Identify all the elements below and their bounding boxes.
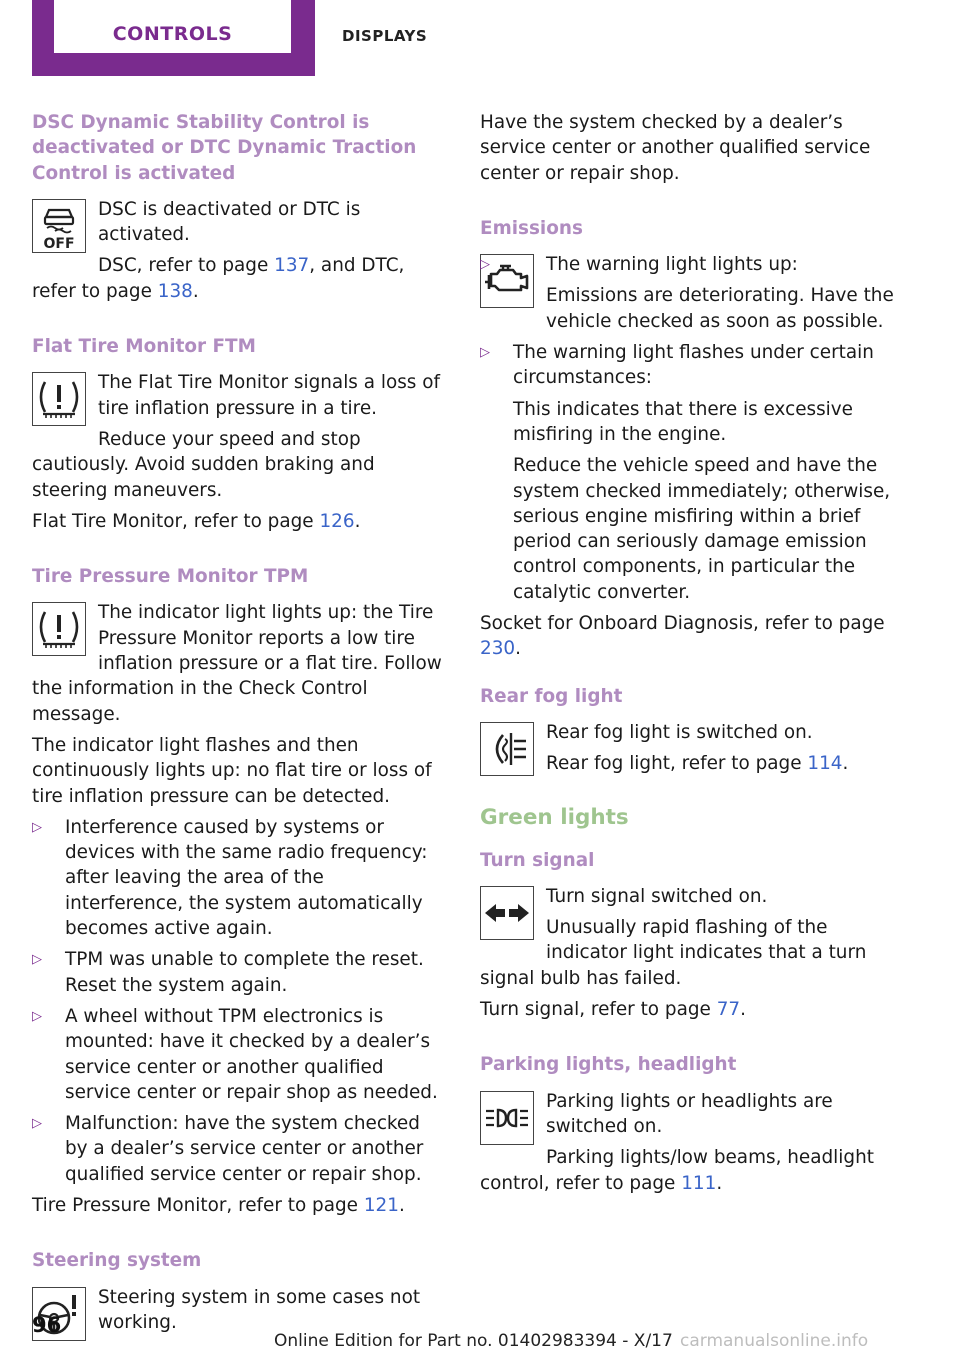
steering-text-1: Steering system in some cases not working. [98, 1286, 421, 1333]
triangle-bullet-icon: ▷ [32, 1116, 42, 1132]
triangle-bullet-icon: ▷ [32, 1008, 42, 1024]
dsc-text-1: DSC is deactivated or DTC is activated. [98, 198, 361, 246]
page-ref-link[interactable]: 126 [319, 510, 355, 532]
turn-text-1: Turn signal switched on. [546, 885, 768, 907]
steering-heading: Steering system [32, 1250, 202, 1272]
watermark: carmanualsonline.info [680, 1331, 869, 1351]
ftm-heading: Flat Tire Monitor FTM [32, 336, 256, 358]
parking-lights-icon [480, 1091, 534, 1145]
steering-continued-text: Have the system checked by a dealer’s service center or another qualified service center or repair shop. [480, 112, 871, 184]
left-column [32, 110, 446, 1345]
page-ref-link[interactable]: 111 [681, 1172, 717, 1194]
triangle-bullet-icon: ▷ [32, 819, 42, 835]
page-ref-link[interactable]: 230 [480, 638, 516, 660]
turn-text-2: Unusually rapid flashing of the indicator light indicates that a turn signal bulb has failed. [480, 917, 867, 989]
edition-text: Online Edition for Part no. 01402983394 - X/17 [274, 1331, 673, 1351]
tpm-text-3: Tire Pressure Monitor, refer to page 121. [32, 1194, 405, 1216]
ftm-text-2: Reduce your speed and stop cautiously. Avoid sudden braking and steering maneuvers. [32, 428, 375, 501]
chapter-tabs [32, 0, 427, 76]
parking-heading: Parking lights, headlight [480, 1054, 737, 1076]
turn-signal-icon [480, 886, 534, 940]
fog-heading: Rear fog light [480, 685, 623, 707]
tpm-text-2: The indicator light flashes and then continuously lights up: no flat tire or loss of tire inflation pressure can be detected. [32, 734, 432, 807]
list-item: ▷ A wheel without TPM electronics is mounted: have it checked by a dealer’s service center or another qualified service center or repair shop as needed. [32, 1005, 438, 1103]
tpm-bullet-list [32, 815, 446, 1187]
list-item: ▷ The warning light lights up: Emissions are deteriorating. Have the vehicle checked as soon as possible. [480, 254, 894, 332]
dsc-heading: DSC Dynamic Stability Control is deactivated or DTC Dynamic Traction Control is activated [32, 112, 417, 184]
triangle-bullet-icon: ▷ [480, 257, 490, 273]
right-column [480, 110, 894, 1202]
page-ref-link[interactable]: 137 [274, 255, 310, 277]
emissions-bullet-list [480, 252, 894, 334]
list-item: ▷ The warning light flashes under certain circumstances: This indicates that there is excessive misfiring in the engine. Reduce the vehicle speed and have the system checked immediately; otherwise, serious engine misfiring within a brief period can seriously damage emission control components, in particular the catalytic converter. [480, 342, 891, 603]
rear-fog-icon [480, 722, 534, 776]
parking-text-2: Parking lights/low beams, headlight control, refer to page 111. [480, 1147, 874, 1194]
fog-text-2: Rear fog light, refer to page 114. [546, 753, 849, 775]
obd-text: Socket for Onboard Diagnosis, refer to page 230. [480, 613, 885, 660]
tpm-heading: Tire Pressure Monitor TPM [32, 566, 309, 588]
tpm-text-1: The indicator light lights up: the Tire Pressure Monitor reports a low tire inflation pressure or a flat tire. Follow the information in the Check Control message. [32, 602, 442, 725]
list-item: ▷ Malfunction: have the system checked by a dealer’s service center or another qualified service center or repair shop. [32, 1113, 424, 1185]
turn-text-3: Turn signal, refer to page 77. [480, 999, 746, 1021]
list-item: ▷ TPM was unable to complete the reset. Reset the system again. [32, 949, 424, 996]
tab-controls-label: CONTROLS [54, 0, 291, 53]
tire-warning-icon [32, 602, 86, 656]
ftm-text-1: The Flat Tire Monitor signals a loss of tire inflation pressure in a tire. [98, 372, 440, 419]
emissions-bullet-list-2 [480, 340, 894, 605]
page-number: 96 [32, 1313, 62, 1337]
tab-controls[interactable] [32, 0, 315, 76]
tab-displays[interactable]: DISPLAYS [342, 27, 428, 45]
page-ref-link[interactable]: 121 [363, 1194, 399, 1216]
triangle-bullet-icon: ▷ [32, 952, 42, 968]
turn-signal-heading: Turn signal [480, 849, 595, 871]
emissions-heading: Emissions [480, 217, 583, 239]
page-ref-link[interactable]: 77 [716, 999, 741, 1021]
tire-warning-icon [32, 372, 86, 426]
page-ref-link[interactable]: 138 [157, 280, 193, 302]
ftm-text-3: Flat Tire Monitor, refer to page 126. [32, 510, 361, 532]
dsc-off-icon [32, 199, 86, 253]
list-item: ▷ Interference caused by systems or devices with the same radio frequency: after leaving the area of the interference, the system automatically becomes active again. [32, 816, 428, 940]
parking-text-1: Parking lights or headlights are switched on. [546, 1090, 833, 1137]
green-lights-heading: Green lights [480, 804, 629, 830]
triangle-bullet-icon: ▷ [480, 345, 490, 361]
fog-text-1: Rear fog light is switched on. [546, 721, 813, 743]
page-ref-link[interactable]: 114 [807, 753, 843, 775]
dsc-text-2: DSC, refer to page 137, and DTC, refer to page 138. [32, 255, 405, 302]
svg-text:OFF: OFF [43, 235, 75, 252]
